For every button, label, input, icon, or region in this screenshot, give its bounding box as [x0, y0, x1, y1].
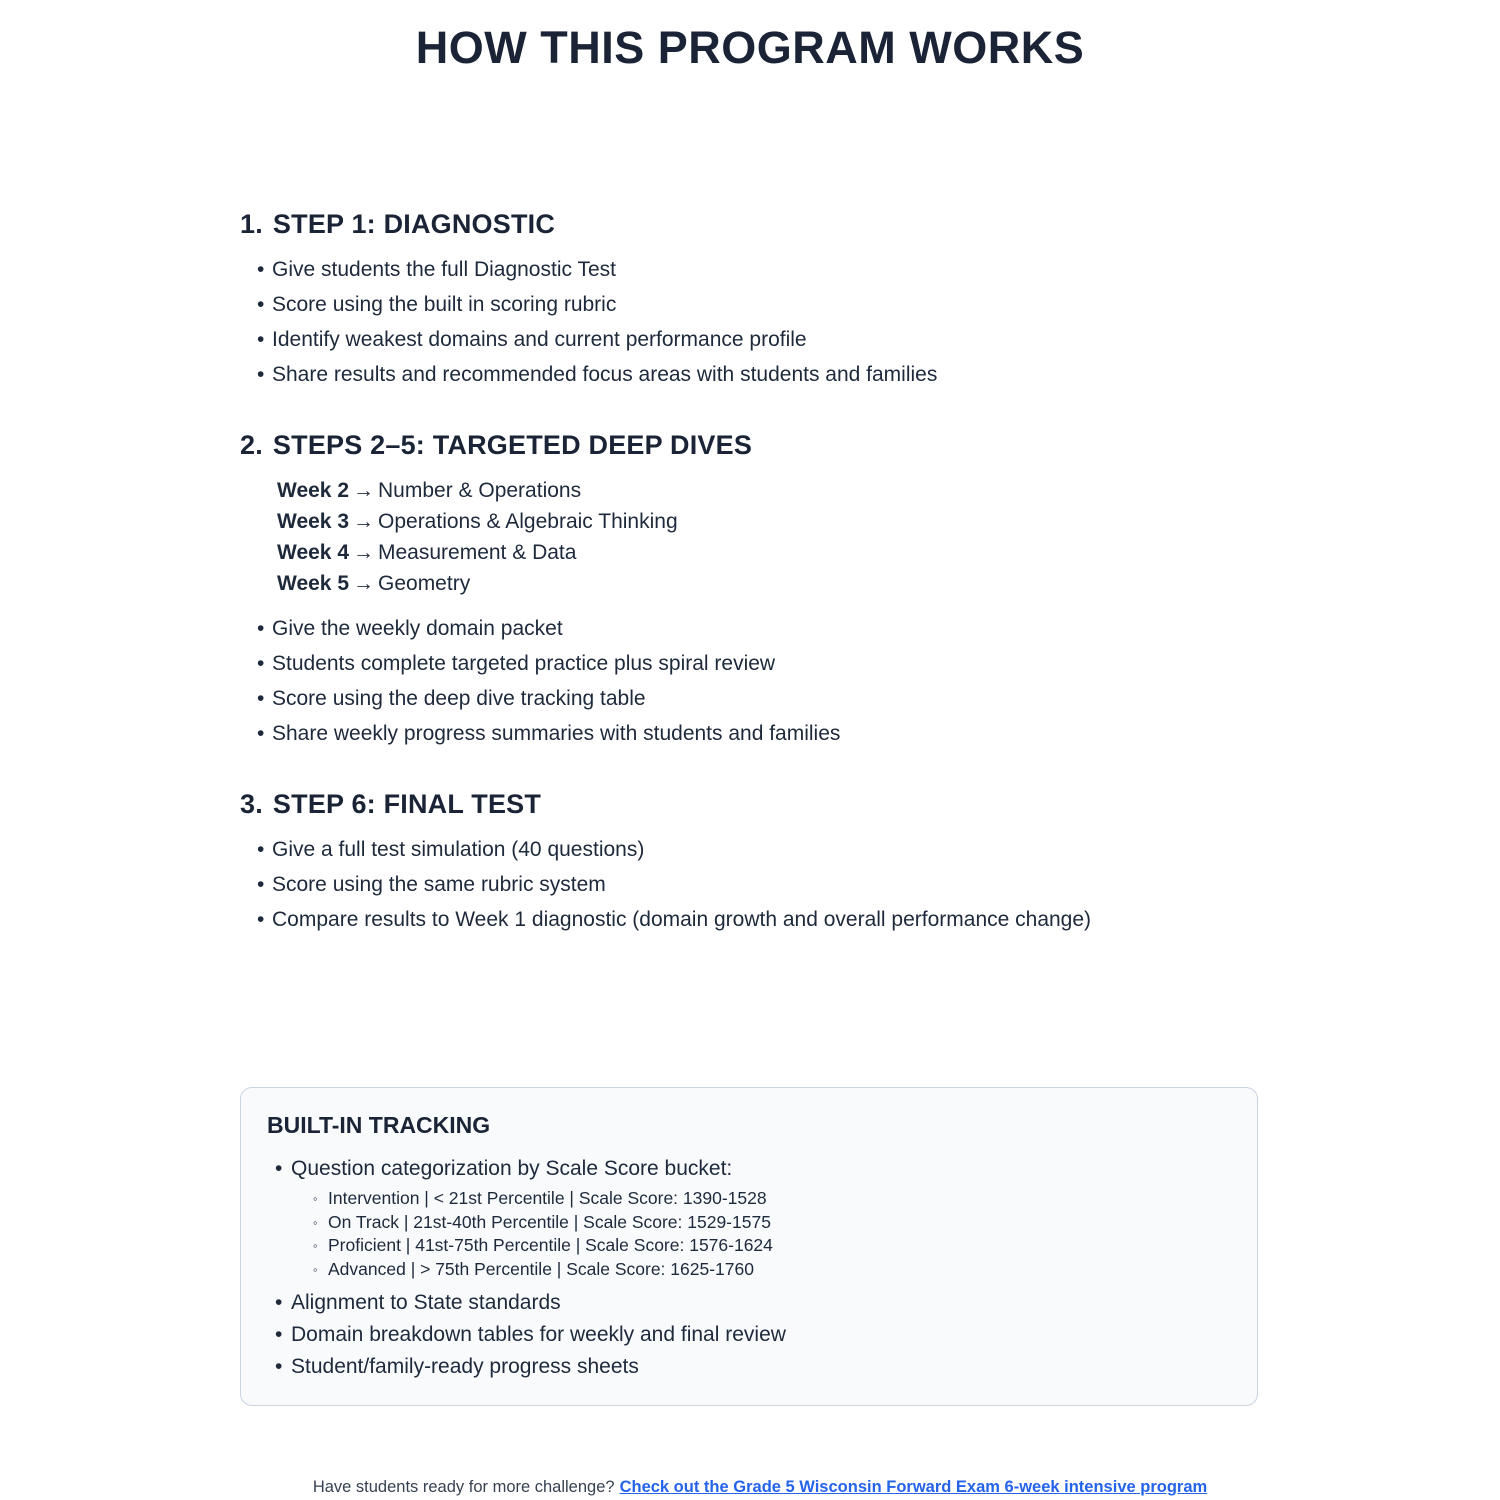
section-number: 3.: [240, 789, 263, 819]
week-topic: Operations & Algebraic Thinking: [378, 510, 678, 533]
scale-score-bucket-list: [313, 1187, 1231, 1281]
tracking-bullet-list: [267, 1153, 1231, 1383]
week-label: Week 5: [277, 572, 349, 595]
section-heading: [240, 209, 1280, 240]
week-row: [277, 506, 1280, 537]
list-item: • Domain breakdown tables for weekly and final review: [275, 1319, 1231, 1351]
bullet-list: [240, 832, 1280, 937]
section-step-1: [240, 209, 1280, 392]
tracking-lead-bullet: Question categorization by Scale Score bucket:: [291, 1157, 733, 1180]
tracking-box-title: BUILT-IN TRACKING: [267, 1112, 491, 1138]
section-steps-2-5: [240, 430, 1280, 751]
arrow-icon: →: [353, 479, 374, 502]
list-item: • Student/family-ready progress sheets: [275, 1351, 1231, 1383]
section-heading-label: STEP 1: DIAGNOSTIC: [272, 209, 556, 239]
section-heading: [240, 430, 1280, 461]
scale-score-bucket: ◦ Proficient | 41st-75th Percentile | Scale Score: 1576-1624: [313, 1234, 1231, 1258]
footer-text: Have students ready for more challenge?: [312, 1478, 615, 1496]
list-item: • Share weekly progress summaries with students and families: [257, 716, 1280, 751]
list-item: • Give students the full Diagnostic Test: [257, 252, 1280, 287]
section-number: 1.: [240, 209, 263, 239]
list-item: • Alignment to State standards: [275, 1287, 1231, 1319]
arrow-icon: →: [353, 541, 374, 564]
list-item: • Score using the deep dive tracking table: [257, 681, 1280, 716]
list-item: • Score using the same rubric system: [257, 867, 1280, 902]
content-area: [240, 209, 1280, 1497]
week-topic: Measurement & Data: [378, 541, 577, 564]
week-row: [277, 475, 1280, 506]
bullet-list: [240, 611, 1280, 751]
week-label: Week 2: [277, 479, 349, 502]
section-number: 2.: [240, 430, 263, 460]
footer-link[interactable]: Check out the Grade 5 Wisconsin Forward Exam 6-week intensive program: [619, 1478, 1208, 1496]
tracking-box: [240, 1087, 1258, 1406]
list-item: • Score using the built in scoring rubric: [257, 287, 1280, 322]
list-item: • Identify weakest domains and current performance profile: [257, 322, 1280, 357]
list-item: • Students complete targeted practice plus spiral review: [257, 646, 1280, 681]
list-item: • Share results and recommended focus areas with students and families: [257, 357, 1280, 392]
week-topic: Number & Operations: [378, 479, 582, 502]
section-heading-label: STEP 6: FINAL TEST: [272, 789, 542, 819]
week-topic: Geometry: [378, 572, 471, 595]
arrow-icon: →: [353, 510, 374, 533]
scale-score-bucket: ◦ Intervention | < 21st Percentile | Scale Score: 1390-1528: [313, 1187, 1231, 1211]
list-item: • Give the weekly domain packet: [257, 611, 1280, 646]
section-heading: [240, 789, 1280, 820]
week-label: Week 3: [277, 510, 349, 533]
bullet-list: [240, 252, 1280, 392]
scale-score-bucket: ◦ Advanced | > 75th Percentile | Scale Score: 1625-1760: [313, 1258, 1231, 1282]
arrow-icon: →: [353, 572, 374, 595]
list-item: • Compare results to Week 1 diagnostic (domain growth and overall performance change): [257, 902, 1280, 937]
week-row: [277, 537, 1280, 568]
footer: [240, 1478, 1280, 1497]
list-item: [275, 1153, 1231, 1281]
section-heading-label: STEPS 2–5: TARGETED DEEP DIVES: [272, 430, 753, 460]
week-label: Week 4: [277, 541, 349, 564]
section-step-6: [240, 789, 1280, 937]
week-row: [277, 568, 1280, 599]
list-item: • Give a full test simulation (40 questions): [257, 832, 1280, 867]
scale-score-bucket: ◦ On Track | 21st-40th Percentile | Scale Score: 1529-1575: [313, 1211, 1231, 1235]
week-schedule: [277, 475, 1280, 599]
page-title: HOW THIS PROGRAM WORKS: [415, 22, 1085, 73]
